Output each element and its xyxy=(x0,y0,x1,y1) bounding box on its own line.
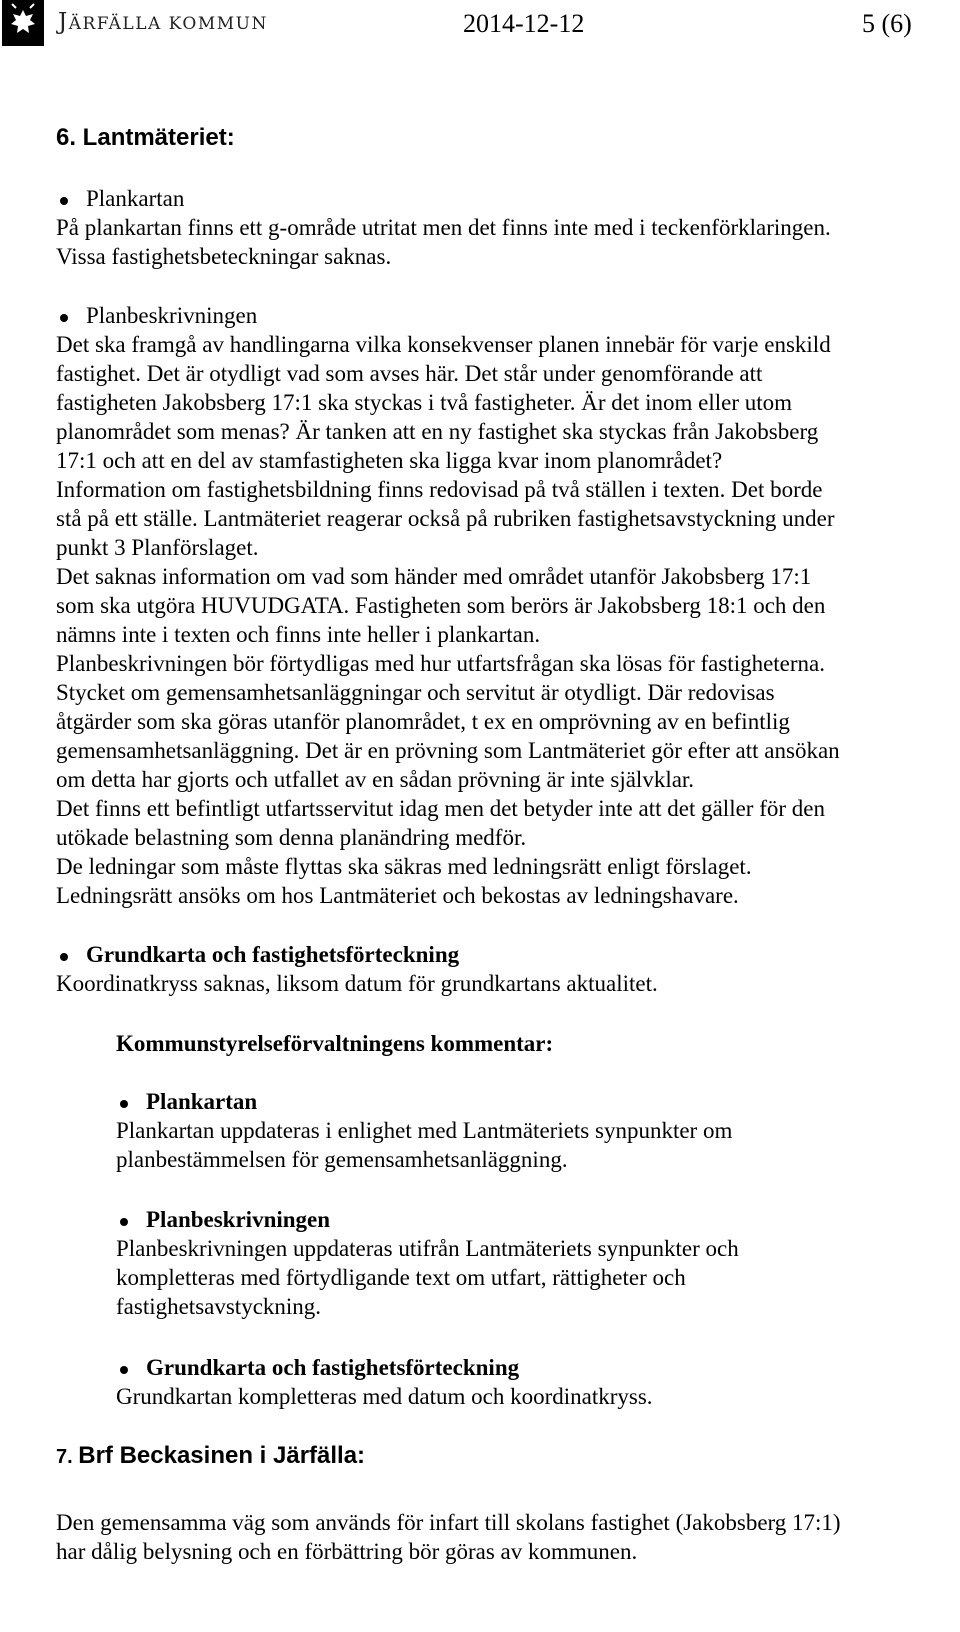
bullet xyxy=(120,1100,128,1108)
paragraph-line: fastighet. Det är otydligt vad som avses här. Det står under genomförande att xyxy=(56,361,763,386)
bullet-title: Plankartan xyxy=(146,1089,258,1114)
bullet-title: Planbeskrivningen xyxy=(146,1207,331,1232)
bullet xyxy=(120,1366,128,1374)
paragraph-line: Det saknas information om vad som händer med området utanför Jakobsberg 17:1 xyxy=(56,564,812,589)
paragraph-line: stå på ett ställe. Lantmäteriet reagerar också på rubriken fastighetsavstyckning under xyxy=(56,506,835,531)
paragraph-line: Plankartan uppdateras i enlighet med Lantmäteriets synpunkter om xyxy=(116,1118,733,1143)
bullet-title: Plankartan xyxy=(86,186,185,211)
paragraph-line: planbestämmelsen för gemensamhetsanläggning. xyxy=(116,1147,568,1172)
document-date: 2014-12-12 xyxy=(463,9,585,38)
paragraph-line: gemensamhetsanläggning. Det är en prövning som Lantmäteriet gör efter att ansökan xyxy=(56,738,840,763)
page-number: 5 (6) xyxy=(862,9,912,38)
paragraph-line: utökade belastning som denna planändring medför. xyxy=(56,825,527,850)
bullet xyxy=(120,1218,128,1226)
paragraph-line: kompletteras med förtydligande text om utfart, rättigheter och xyxy=(116,1265,686,1290)
page-header xyxy=(0,0,960,50)
paragraph-line: Planbeskrivningen uppdateras utifrån Lantmäteriets synpunkter och xyxy=(116,1236,739,1261)
paragraph-line: Det ska framgå av handlingarna vilka konsekvenser planen innebär för varje enskild xyxy=(56,332,831,357)
paragraph-line: Planbeskrivningen bör förtydligas med hur utfartsfrågan ska lösas för fastigheterna. xyxy=(56,651,826,676)
paragraph-line: har dålig belysning och en förbättring bör göras av kommunen. xyxy=(56,1539,638,1564)
paragraph-line: Stycket om gemensamhetsanläggningar och servitut är otydligt. Där redovisas xyxy=(56,680,775,705)
paragraph-line: om detta har gjorts och utfallet av en sådan prövning är inte självklar. xyxy=(56,767,695,792)
paragraph-line: Vissa fastighetsbeteckningar saknas. xyxy=(56,244,392,269)
paragraph-line: Det finns ett befintligt utfartsservitut idag men det betyder inte att det gäller för den xyxy=(56,796,825,821)
paragraph-line: Grundkartan kompletteras med datum och koordinatkryss. xyxy=(116,1384,653,1409)
bullet-title: Planbeskrivningen xyxy=(86,303,258,328)
paragraph-line: fastighetsavstyckning. xyxy=(116,1294,322,1319)
paragraph-line: punkt 3 Planförslaget. xyxy=(56,535,259,560)
section-heading: 6. Lantmäteriet: xyxy=(56,124,235,151)
paragraph-line: De ledningar som måste flyttas ska säkras med ledningsrätt enligt förslaget. xyxy=(56,854,752,879)
paragraph-line: 17:1 och att en del av stamfastigheten ska ligga kvar inom planområdet? xyxy=(56,448,723,473)
comment-heading: Kommunstyrelseförvaltningens kommentar: xyxy=(116,1031,554,1056)
bullet-title: Grundkarta och fastighetsförteckning xyxy=(146,1355,520,1380)
bullet-title: Grundkarta och fastighetsförteckning xyxy=(86,942,460,967)
paragraph-line: Koordinatkryss saknas, liksom datum för grundkartans aktualitet. xyxy=(56,971,658,996)
paragraph-line: planområdet som menas? Är tanken att en ny fastighet ska styckas från Jakobsberg xyxy=(56,419,819,444)
paragraph-line: nämns inte i texten och finns inte heller i plankartan. xyxy=(56,622,541,647)
section-heading: 7. Brf Beckasinen i Järfälla: xyxy=(56,1442,366,1469)
paragraph-line: På plankartan finns ett g-område utritat men det finns inte med i teckenförklaringen. xyxy=(56,215,831,240)
paragraph-line: åtgärder som ska göras utanför planområdet, t ex en omprövning av en befintlig xyxy=(56,709,790,734)
bullet xyxy=(60,314,68,322)
coat-of-arms-icon xyxy=(2,0,44,46)
bullet xyxy=(60,953,68,961)
paragraph-line: Ledningsrätt ansöks om hos Lantmäteriet och bekostas av ledningshavare. xyxy=(56,883,739,908)
bullet xyxy=(60,197,68,205)
paragraph-line: fastigheten Jakobsberg 17:1 ska styckas i två fastigheter. Är det inom eller utom xyxy=(56,390,793,415)
paragraph-line: Den gemensamma väg som används för infart till skolans fastighet (Jakobsberg 17:1) xyxy=(56,1510,841,1535)
paragraph-line: Information om fastighetsbildning finns redovisad på två ställen i texten. Det borde xyxy=(56,477,823,502)
organization-name: JÄRFÄLLA KOMMUN xyxy=(58,9,268,35)
paragraph-line: som ska utgöra HUVUDGATA. Fastigheten som berörs är Jakobsberg 18:1 och den xyxy=(56,593,826,618)
